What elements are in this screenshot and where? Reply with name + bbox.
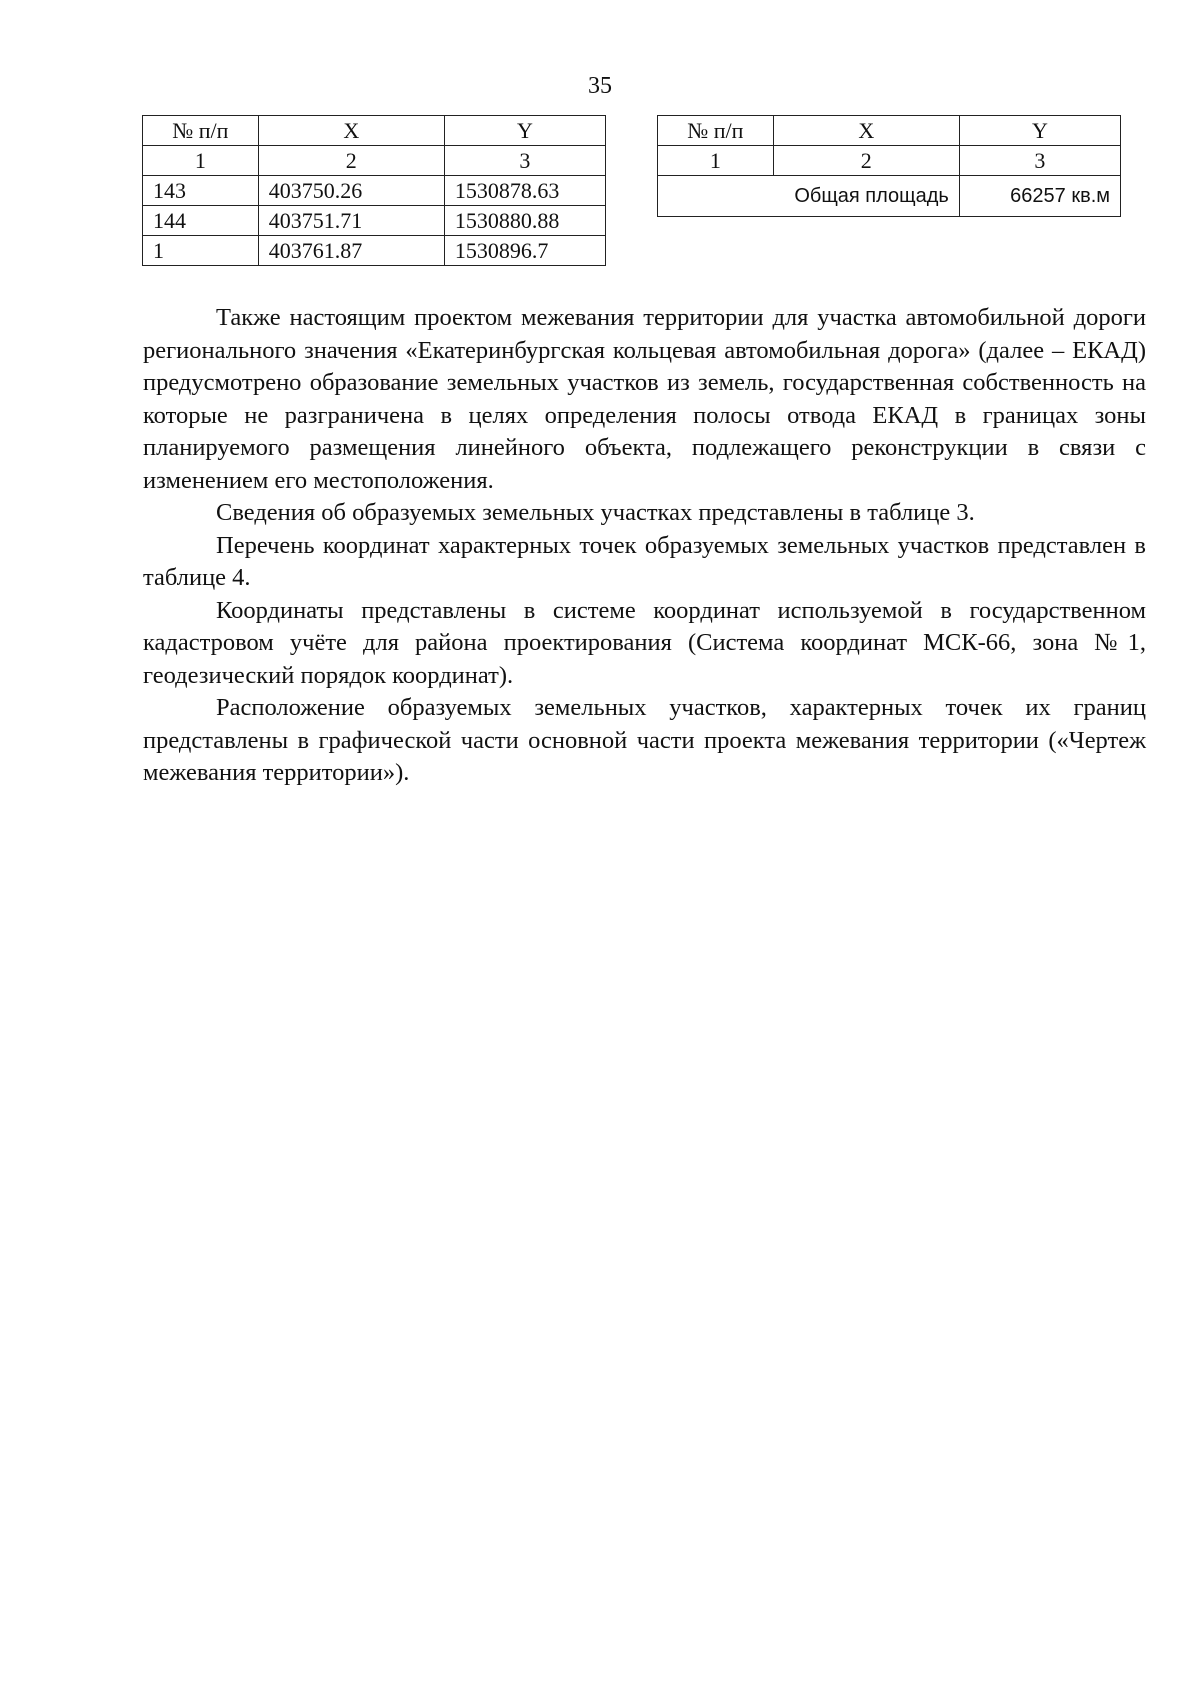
y-value: 1530878.63 (444, 176, 605, 206)
x-value: 403751.71 (258, 206, 444, 236)
column-number: 2 (258, 146, 444, 176)
table-column-numbers-row (143, 146, 606, 176)
column-number: 1 (658, 146, 774, 176)
table-header-row (658, 116, 1121, 146)
x-value: 403750.26 (258, 176, 444, 206)
point-number: 1 (143, 236, 259, 266)
y-value: 1530880.88 (444, 206, 605, 236)
header-x: X (258, 116, 444, 146)
table-row (143, 236, 606, 266)
paragraph: Также настоящим проектом межевания территории для участка автомобильной дороги регионального значения «Екатеринбургская кольцевая автомобильная дорога» (далее – ЕКАД) предусмотрено образование земельных участков из земель, государственная собственность на которые не разграничена в целях определения полосы отвода ЕКАД в границах зоны планируемого размещения линейного объекта, подлежащего реконструкции в связи с изменением его местоположения. (143, 304, 1146, 494)
table-row (143, 206, 606, 236)
point-number: 144 (143, 206, 259, 236)
total-area-label: Общая площадь (658, 176, 960, 217)
header-number: № п/п (658, 116, 774, 146)
header-number: № п/п (143, 116, 259, 146)
paragraph: Расположение образуемых земельных участков, характерных точек их границ представлены в графической части основной части проекта межевания территории («Чертеж межевания территории»). (143, 694, 1146, 786)
paragraph: Координаты представлены в системе координат используемой в государственном кадастровом учёте для района проектирования (Система координат МСК-66, зона №1, геодезический порядок координат). (143, 596, 1146, 689)
column-number: 3 (959, 146, 1120, 176)
point-number: 143 (143, 176, 259, 206)
paragraph: Перечень координат характерных точек образуемых земельных участков представлен в таблице 4. (143, 531, 1146, 591)
page-number: 35 (588, 73, 612, 99)
body-text (143, 302, 1146, 790)
column-number: 3 (444, 146, 605, 176)
total-area-row (658, 176, 1121, 217)
y-value: 1530896.7 (444, 236, 605, 266)
table-row (143, 176, 606, 206)
table-column-numbers-row (658, 146, 1121, 176)
column-number: 2 (773, 146, 959, 176)
column-number: 1 (143, 146, 259, 176)
total-area-value: 66257 кв.м (959, 176, 1120, 217)
coordinates-table-right (657, 115, 1121, 217)
paragraph: Сведения об образуемых земельных участках представлены в таблице 3. (216, 499, 975, 526)
header-y: Y (444, 116, 605, 146)
table-header-row (143, 116, 606, 146)
header-x: X (773, 116, 959, 146)
header-y: Y (959, 116, 1120, 146)
coordinates-table-left (142, 115, 606, 266)
x-value: 403761.87 (258, 236, 444, 266)
